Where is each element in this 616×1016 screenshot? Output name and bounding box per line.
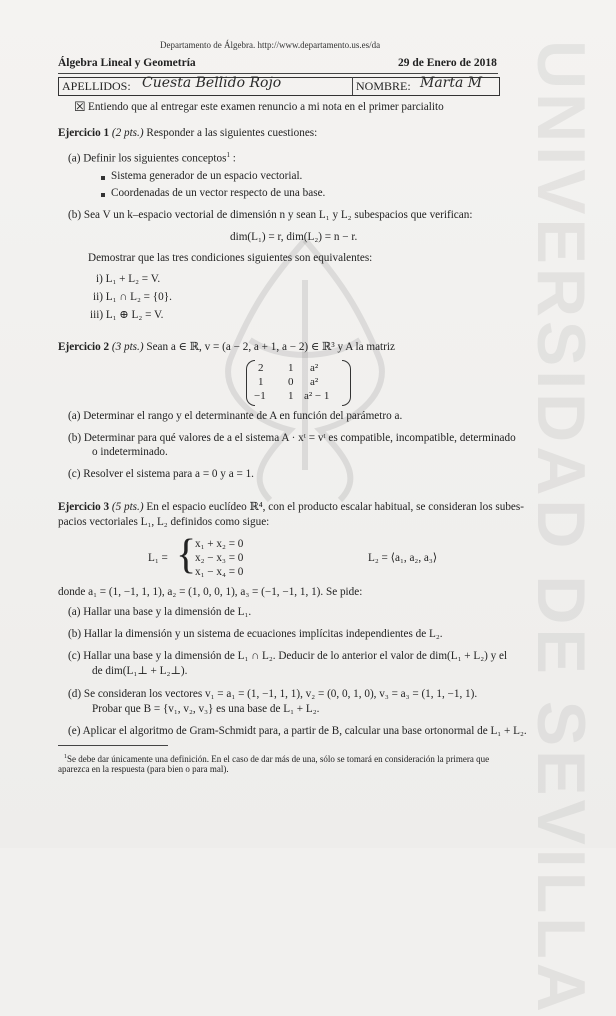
ex1-b-demo: Demostrar que las tres condiciones siguientes son equivalentes: [88, 252, 373, 264]
system-eq-3: x₁ − x₄ = 0 [195, 566, 244, 578]
ex2-part-a: (a) Determinar el rango y el determinante de A en función del parámetro a. [68, 410, 403, 422]
ex3-part-d-cont: Probar que B = {v₁, v₂, v₃} es una base de L₁ + L₂. [92, 703, 320, 715]
matrix-cell: a² [310, 362, 319, 374]
matrix-cell: a² [310, 376, 319, 388]
matrix-cell: 1 [258, 376, 264, 388]
ex3-points: (5 pts.) [111, 501, 144, 513]
ex1-a-item-2: Coordenadas de un vector respecto de una base. [111, 187, 326, 199]
footnote-rule [58, 745, 168, 746]
header-rule [58, 73, 498, 74]
ex2-part-b: (b) Determinar para qué valores de a el sistema A · xᵗ = vᵗ es compatible, incompatible, determinado [68, 432, 516, 444]
ex1-title: Ejercicio 1 [58, 127, 110, 139]
exam-date: 29 de Enero de 2018 [398, 57, 497, 69]
ex1-part-a [68, 149, 236, 166]
bullet-2 [101, 193, 105, 197]
ex1-a-item-1: Sistema generador de un espacio vectorial. [111, 170, 303, 182]
matrix-cell: 1 [288, 390, 294, 402]
ex3-heading [58, 501, 524, 514]
department-line: Departamento de Álgebra. http://www.departamento.us.es/da [160, 40, 381, 50]
renounce-text: Entiendo que al entregar este examen renuncio a mi nota en el primer parcialito [88, 101, 444, 113]
ex3-intro: En el espacio euclídeo ℝ⁴, con el producto escalar habitual, se consideran los subes- [146, 501, 524, 513]
watermark-text: UNIVERSIDAD DE SEVILLA [523, 40, 599, 1016]
ex3-intro-cont: pacios vectoriales L₁, L₂ definidos como sigue: [58, 516, 270, 528]
apellidos-field[interactable]: Cuesta Bellido Rojo [142, 75, 282, 91]
footnote-line-2: aparezca en la respuesta (para bien o para mal). [58, 764, 229, 774]
ex1-cond-1: i) L₁ + L₂ = V. [96, 273, 161, 285]
course-title: Álgebra Lineal y Geometría [58, 57, 196, 69]
system-eq-2: x₂ − x₃ = 0 [195, 552, 244, 564]
nombre-label: NOMBRE: [356, 79, 411, 93]
footnote-mark: 1 [64, 754, 67, 760]
ex3-part-b: (b) Hallar la dimensión y un sistema de ecuaciones implícitas independientes de L₂. [68, 628, 443, 640]
ex1-part-b: (b) Sea V un k–espacio vectorial de dimensión n y sean L₁ y L₂ subespacios que verifican: [68, 209, 473, 221]
ex1-points: (2 pts.) [111, 127, 144, 139]
ex2-part-b-cont: o indeterminado. [92, 446, 168, 458]
ex1-heading [58, 127, 317, 140]
ex1-cond-3: iii) L₁ ⊕ L₂ = V. [90, 309, 164, 321]
matrix-cell: −1 [254, 390, 266, 402]
ex3-donde: donde a₁ = (1, −1, 1, 1), a₂ = (1, 0, 0, 1), a₃ = (−1, −1, 1, 1). Se pide: [58, 586, 363, 598]
bullet-1 [101, 176, 105, 180]
name-box-divider [352, 77, 353, 95]
ex3-part-e: (e) Aplicar el algoritmo de Gram-Schmidt para, a partir de B, calcular una base ortonormal de L₁ + L₂. [68, 725, 527, 737]
ex3-part-c: (c) Hallar una base y la dimensión de L₁ ∩ L₂. Deducir de lo anterior el valor de dim(L₁ + L₂) y el [68, 650, 508, 662]
matrix-cell: 0 [288, 376, 294, 388]
ex3-title: Ejercicio 3 [58, 501, 110, 513]
system-brace: { [176, 532, 197, 578]
ex1-b-equation: dim(L₁) = r, dim(L₂) = n − r. [230, 231, 358, 243]
matrix-right-paren [342, 360, 351, 406]
footnote-text-1: Se debe dar únicamente una definición. En el caso de dar más de una, sólo se tomará en consideración la primera que [67, 754, 490, 764]
ex1-intro: Responder a las siguientes cuestiones: [146, 127, 318, 139]
ex3-part-a: (a) Hallar una base y la dimensión de L₁. [68, 606, 252, 618]
ex1-a-text: (a) Definir los siguientes conceptos [68, 152, 227, 165]
ex2-part-c: (c) Resolver el sistema para a = 0 y a = 1. [68, 468, 254, 480]
renounce-checkbox[interactable]: ☒ [74, 99, 86, 114]
system-eq-1: x₁ + x₂ = 0 [195, 538, 244, 550]
matrix-cell: 2 [258, 362, 264, 374]
ex3-part-c-cont: de dim(L₁⊥ + L₂⊥). [92, 665, 188, 677]
l1-label: L₁ = [148, 552, 168, 564]
ex2-intro: Sean a ∈ ℝ, v = (a − 2, a + 1, a − 2) ∈ ℝ³ y A la matriz [146, 341, 395, 353]
ex1-a-footnote-ref: 1 [226, 151, 230, 159]
nombre-field[interactable]: Marta M [420, 75, 483, 91]
university-watermark [520, 40, 610, 1016]
ex1-a-colon: : [232, 152, 236, 165]
ex3-part-d: (d) Se consideran los vectores v₁ = a₁ = (1, −1, 1, 1), v₂ = (0, 0, 1, 0), v₃ = a₃ = (1, 1, −1, 1). [68, 688, 478, 700]
matrix-cell: 1 [288, 362, 294, 374]
ex2-heading [58, 341, 395, 354]
apellidos-label: APELLIDOS: [62, 79, 131, 93]
l2-definition: L₂ = ⟨a₁, a₂, a₃⟩ [368, 552, 438, 564]
matrix-cell: a² − 1 [304, 390, 330, 402]
ex1-cond-2: ii) L₁ ∩ L₂ = {0}. [93, 291, 172, 303]
ex2-points: (3 pts.) [111, 341, 144, 353]
ex2-title: Ejercicio 2 [58, 341, 110, 353]
